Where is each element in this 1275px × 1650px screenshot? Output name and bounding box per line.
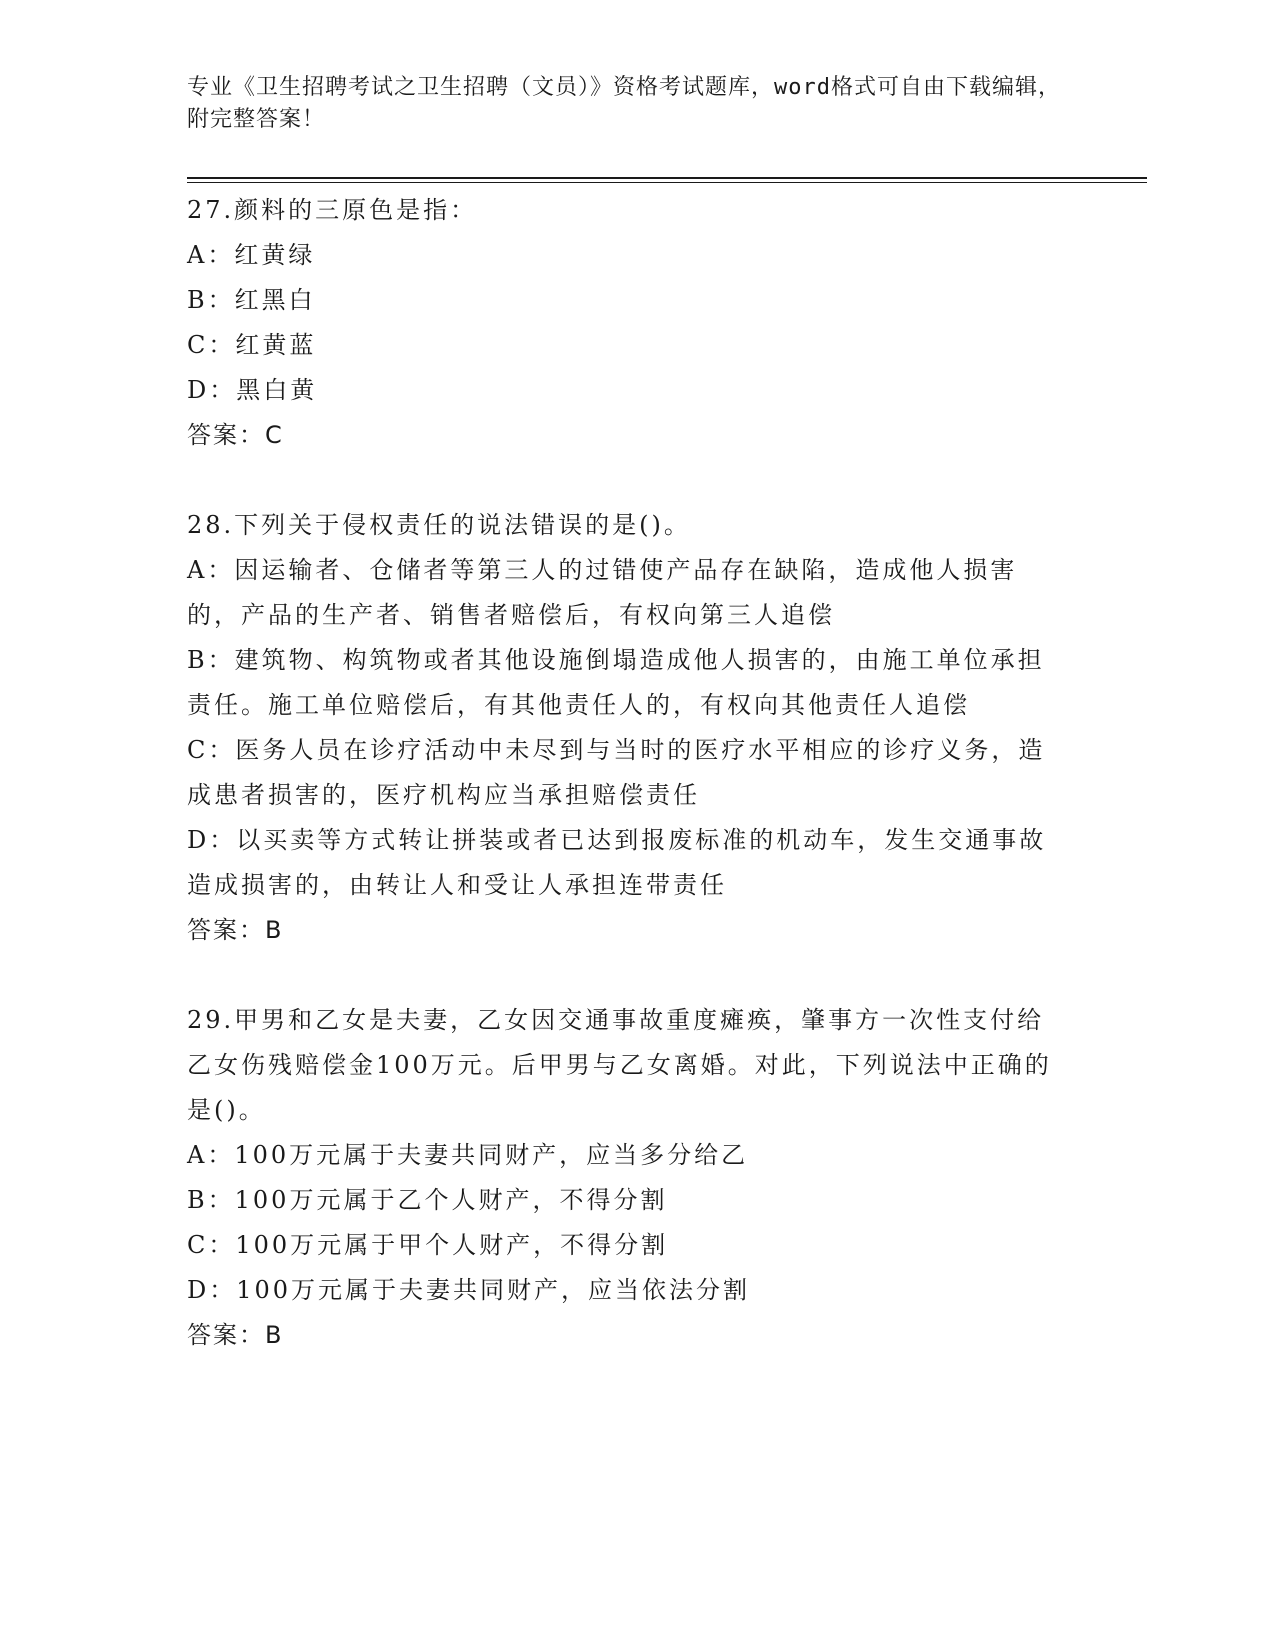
option-a: A：因运输者、仓储者等第三人的过错使产品存在缺陷，造成他人损害的，产品的生产者、销售者赔偿后，有权向第三人追偿 (187, 556, 1018, 629)
document-header: 专业《卫生招聘考试之卫生招聘（文员）》资格考试题库，word格式可自由下载编辑，附完整答案！ (187, 75, 1061, 132)
question-stem: 28.下列关于侵权责任的说法错误的是()。 (187, 511, 691, 539)
option-d: D：100万元属于夫妻共同财产，应当依法分割 (187, 1276, 751, 1304)
header-divider-thick (187, 177, 1147, 179)
option-d: D：以买卖等方式转让拼装或者已达到报废标准的机动车，发生交通事故造成损害的，由转让人和受让人承担连带责任 (187, 826, 1047, 899)
answer: 答案：B (187, 1321, 284, 1349)
question-stem: 27.颜料的三原色是指： (187, 196, 478, 224)
option-c: C：医务人员在诊疗活动中未尽到与当时的医疗水平相应的诊疗义务，造成患者损害的，医疗机构应当承担赔偿责任 (187, 736, 1046, 809)
question-list (187, 188, 1067, 1358)
question-29 (187, 998, 1067, 1358)
option-d: D：黑白黄 (187, 376, 318, 404)
question-27 (187, 188, 1067, 458)
option-c: C：红黄蓝 (187, 331, 317, 359)
option-a: A：100万元属于夫妻共同财产，应当多分给乙 (187, 1141, 749, 1169)
option-b: B：红黑白 (187, 286, 316, 314)
option-a: A：红黄绿 (187, 241, 316, 269)
answer: 答案：C (187, 421, 284, 449)
question-28 (187, 503, 1067, 953)
option-b: B：100万元属于乙个人财产，不得分割 (187, 1186, 668, 1214)
question-stem: 29.甲男和乙女是夫妻，乙女因交通事故重度瘫痪，肇事方一次性支付给乙女伤残赔偿金100万元。后甲男与乙女离婚。对此，下列说法中正确的是()。 (187, 1006, 1052, 1124)
option-b: B：建筑物、构筑物或者其他设施倒塌造成他人损害的，由施工单位承担责任。施工单位赔偿后，有其他责任人的，有权向其他责任人追偿 (187, 646, 1045, 719)
header-divider-thin (187, 182, 1147, 183)
answer: 答案：B (187, 916, 284, 944)
option-c: C：100万元属于甲个人财产，不得分割 (187, 1231, 669, 1259)
